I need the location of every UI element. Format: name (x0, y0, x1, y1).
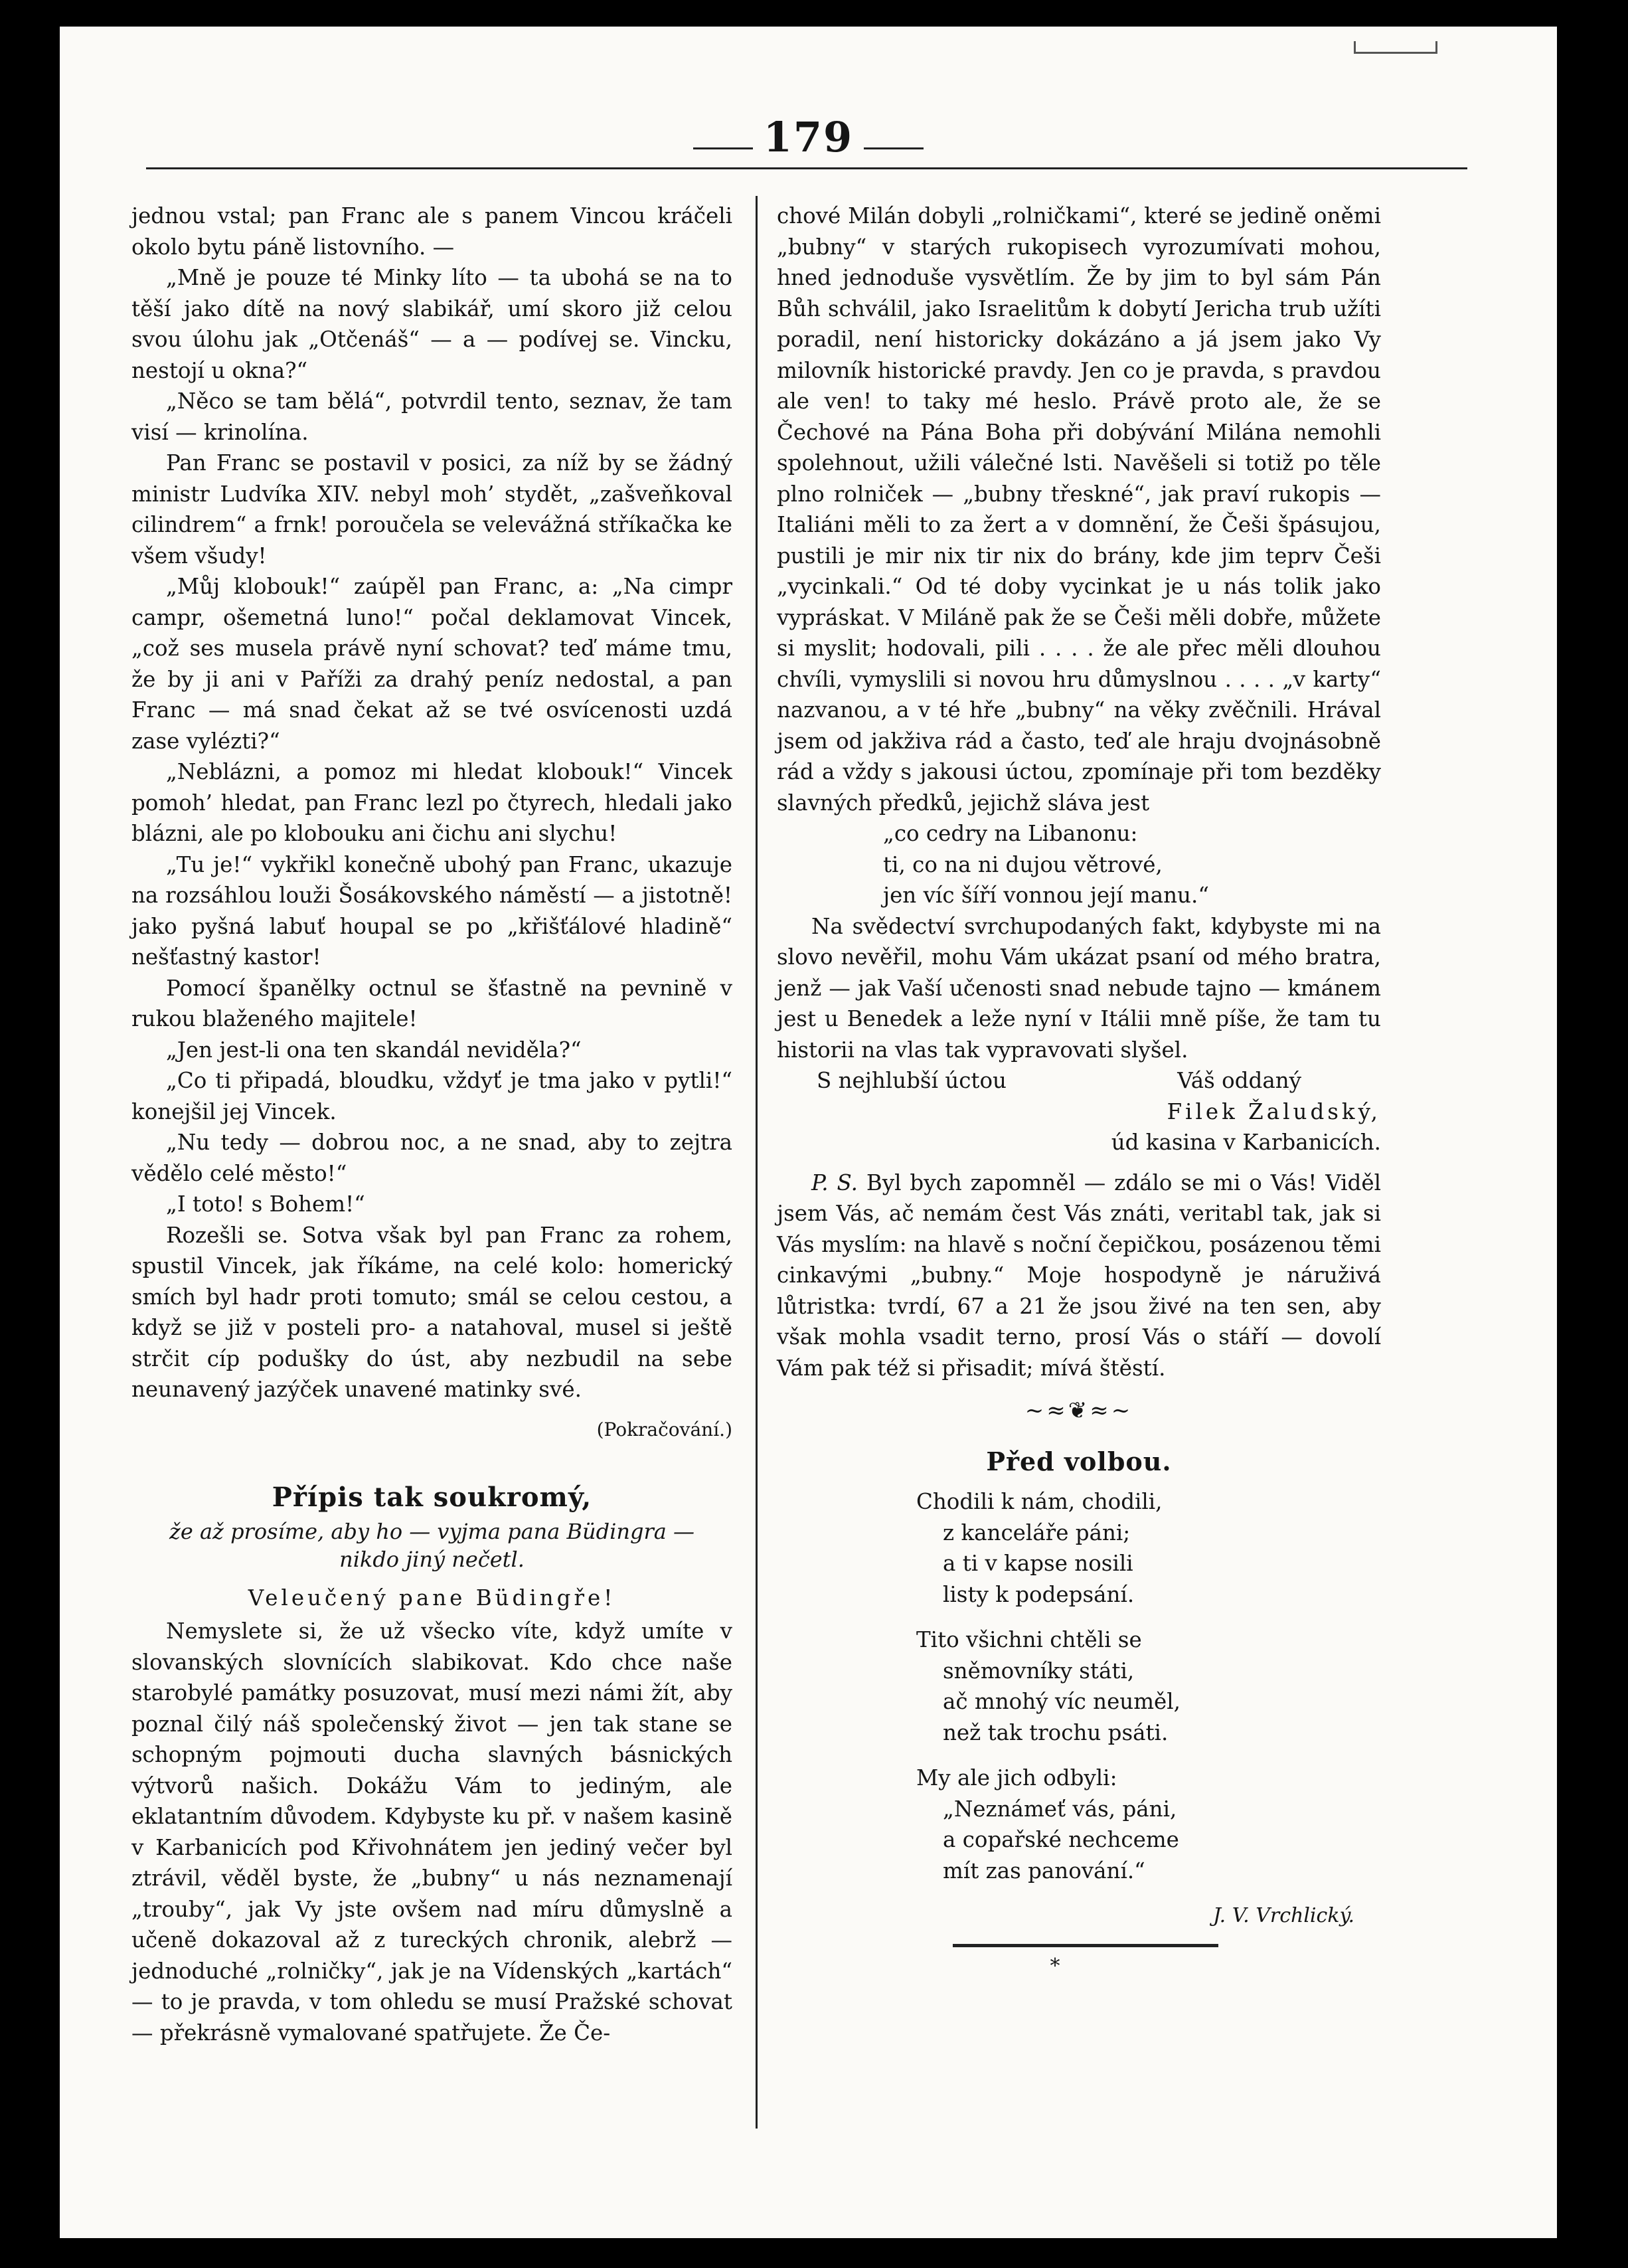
left-column (131, 201, 732, 2048)
paragraph: „Mně je pouze té Minky líto — ta ubohá se na to těší jako dítě na nový slabikář, umí skoro již celou svou úlohu jak „Otčenáš“ — a — podívej se. Vincku, nestojí u okna?“ (131, 265, 732, 383)
postscript-text: Byl bych zapomněl — zdálo se mi o Vás! Viděl jsem Vás, ač nemám čest Vás znáti, veritabl tak, jak si Vás myslím: na hlavě s noční čepičkou, posázenou těmi cinkavými „bubny.“ Moje hospodyně je náruživá lůtristka: tvrdí, 67 a 21 že jsou živé na ten sen, aby však mohla vsadit terno, prosí Vás o stáří — dovolí Vám pak též si přisadit; mívá štěstí. (777, 1170, 1381, 1381)
poem-line: Tito všichni chtěli se (916, 1627, 1142, 1652)
paragraph: „Jen jest-li ona ten skandál neviděla?“ (166, 1037, 582, 1063)
poem-stanza (916, 1624, 1381, 1748)
newspaper-page (60, 27, 1557, 2238)
paragraph: „Něco se tam bělá“, potvrdil tento, seznav, že tam visí — krinolína. (131, 389, 732, 445)
paragraph: Pomocí španělky octnul se šťastně na pevnině v rukou blaženého majitele! (131, 975, 732, 1031)
paragraph: „Neblázni, a pomoz mi hledat klobouk!“ Vincek pomoh’ hledat, pan Franc lezl po čtyrech, hledali jako blázni, ale po klobouku ani čichu ani slychu! (131, 759, 732, 846)
poem-line: než tak trochu psáti. (943, 1719, 1169, 1745)
paragraph: Na svědectví svrchupodaných fakt, kdybyste mi na slovo nevěřil, mohu Vám ukázat psaní od mého bratra, jenž — jak Vaší učenosti snad nebude tajno — kmánem jest u Benedek a leže nyní v Itálii mně píše, že tam tu historii na vlas tak vypravovati slyšel. (777, 913, 1381, 1063)
poem-stanza (916, 1763, 1381, 1886)
signature-name: Filek Žaludský, (1167, 1098, 1381, 1124)
poem-line: My ale jich odbyli: (916, 1765, 1117, 1790)
poem-line: a ti v kapse nosili (943, 1551, 1133, 1576)
paragraph: „Můj klobouk!“ zaúpěl pan Franc, a: „Na cimpr campr, ošemetná luno!“ počal deklamovat Vincek, „což ses musela právě nyní schovat? teď máme tmu, že by ji ani v Paříži za drahý peníz nedostal, a pan Franc — má snad čekat až se tvé osvícenosti uzdá zase vylézti?“ (131, 574, 732, 754)
postscript (777, 1168, 1381, 1384)
right-column (777, 201, 1381, 1982)
poem-line: sněmovníky státi, (943, 1658, 1135, 1684)
poem-line: ač mnohý víc neuměl, (943, 1689, 1181, 1714)
page-number: 179 (763, 113, 854, 161)
poem-author: J. V. Vrchlický. (1212, 1904, 1354, 1927)
verse-line: ti, co na ni dujou větrové, (883, 851, 1163, 877)
poem (777, 1486, 1381, 1886)
article-title: Přípis tak soukromý, (272, 1482, 592, 1513)
poem-line: „Neznámeť vás, páni, (943, 1796, 1177, 1822)
paragraph: chové Milán dobyli „rolničkami“, které se jedině oněmi „bubny“ v starých rukopisech vyrozumívati mohou, hned jednoduše vysvětlím. Že by jim to byl sám Pán Bůh schválil, jako Israelitům k dobytí Jericha trub užíti poradil, není historicky dokázáno a já jsem jako Vy milovník historické pravdy. Jen co je pravda, s pravdou ale ven! to taky mé heslo. Právě proto ale, že se Čechové na Pána Boha při dobývání Milána nemohli spolehnout, užili válečné lsti. Navěšeli si totiž po těle plno rolniček — „bubny třeskné“, jak praví rukopis — Italiáni měli to za žert a v domnění, že Češi špásujou, pustili je mir nix tir nix do brány, kde jim teprv Češi „vycinkali.“ Od té doby vycinkat je u nás tolik jako vypráskat. V Miláně pak že se Češi měli dobře, můžete si myslit; hodovali, pili . . . . že ale přec měli dlouhou chvíli, vymyslili si novou hru důmyslnou . . . . „v karty“ nazvanou, a v té hře „bubny“ na věky zvěčnili. Hrával jsem od jakživa rád a často, teď ale hraju dvojnásobně rád a vždy s jakousi úctou, zpomínaje při tom bezděky slavných předků, jejichž sláva jest (777, 203, 1381, 816)
article-subtitle (131, 1518, 732, 1573)
header-dash-left (693, 147, 753, 149)
verse-line: jen víc šíří vonnou její manu.“ (883, 883, 1209, 908)
article-paragraph: Nemyslete si, že už všecko víte, když umíte v slovanských slovnících slabikovat. Kdo chce naše starobylé památky posuzovat, musí mezi námi žít, aby poznal čilý náš společenský život — jen tak stane se schopným pojmouti ducha slavných básnických výtvorů našich. Dokážu Vám to jediným, ale eklatantním důvodem. Kdybyste ku př. v našem kasině v Karbanicích pod Křivohnátem jen jediný večer byl ztrávil, věděl byste, že „bubny“ u nás neznamenají „trouby“, jak Vy jste ovšem nad míru důmyslně a učeně dokazoval až z tureckých chronik, alebrž — jednoduché „rolničky“, jak je na Vídenských „kartách“ — to je pravda, v tom ohledu se musí Pražské schovat — překrásně vymalované spatřujete. Že Če- (131, 1618, 732, 2046)
article-subtitle-line: nikdo jiný nečetl. (339, 1546, 525, 1572)
closing-phrase: S nejhlubší úctou (817, 1068, 1007, 1093)
poem-line: Chodili k nám, chodili, (916, 1489, 1163, 1514)
paragraph: „Tu je!“ vykřikl konečně ubohý pan Franc, ukazuje na rozsáhlou louži Šosákovského náměstí — a jistotně! jako pyšná labuť houpal se po „křišťálové hladině“ nešťastný kastor! (131, 851, 732, 970)
corner-frame-mark (1354, 41, 1437, 54)
poem-line: a copařské nechceme (943, 1827, 1179, 1852)
poem-line: z kanceláře páni; (943, 1520, 1131, 1545)
header-rule (146, 167, 1467, 169)
letter-closing (777, 1065, 1381, 1096)
paragraph: jednou vstal; pan Franc ale s panem Vincou kráčeli okolo bytu páně listovního. — (131, 203, 732, 260)
end-star-mark: * (1050, 1954, 1060, 1978)
header-dash-right (864, 147, 924, 149)
verse-line: „co cedry na Libanonu: (883, 821, 1138, 846)
paragraph: „I toto! s Bohem!“ (166, 1191, 365, 1217)
paragraph: „Nu tedy — dobrou noc, a ne snad, aby to zejtra vědělo celé město!“ (131, 1130, 732, 1186)
paragraph: Rozešli se. Sotva však byl pan Franc za rohem, spustil Vincek, jak říkáme, na celé kolo: homerický smích byl hadr proti tomuto; smál se celou cestou, a když se již v posteli pro- a natahoval, musel si ještě strčit cíp podušky do úst, aby nezbudil na sebe neunavený jazýček unavené matinky své. (131, 1222, 732, 1402)
letter-greeting: Veleučený pane Büdingře! (248, 1585, 616, 1611)
page-header (60, 113, 1557, 161)
closing-valediction: Váš oddaný (1177, 1068, 1301, 1093)
paragraph: „Co ti připadá, bloudku, vždyť je tma jako v pytli!“ konejšil jej Vincek. (131, 1068, 732, 1124)
column-divider (756, 196, 758, 2129)
poem-line: listy k podepsání. (943, 1581, 1135, 1607)
quoted-verse (777, 818, 1381, 911)
end-rule (953, 1944, 1218, 1947)
continuation-note: (Pokračování.) (596, 1418, 732, 1440)
postscript-label: P. S. (811, 1170, 858, 1195)
article-subtitle-line: že až prosíme, aby ho — vyjma pana Büdingra — (169, 1518, 694, 1544)
paragraph: Pan Franc se postavil v posici, za níž by se žádný ministr Ludvíka XIV. nebyl moh’ stydět, „zašveňkoval cilindrem“ a frnk! poroučela se velevážná stříkačka ke všem všudy! (131, 450, 732, 568)
poem-stanza (916, 1486, 1381, 1610)
signature-title: úd kasina v Karbanicích. (1111, 1130, 1381, 1155)
section-ornament: ~≈❦≈~ (1024, 1397, 1133, 1424)
poem-title: Před volbou. (986, 1446, 1172, 1476)
poem-line: mít zas panování.“ (943, 1858, 1145, 1883)
